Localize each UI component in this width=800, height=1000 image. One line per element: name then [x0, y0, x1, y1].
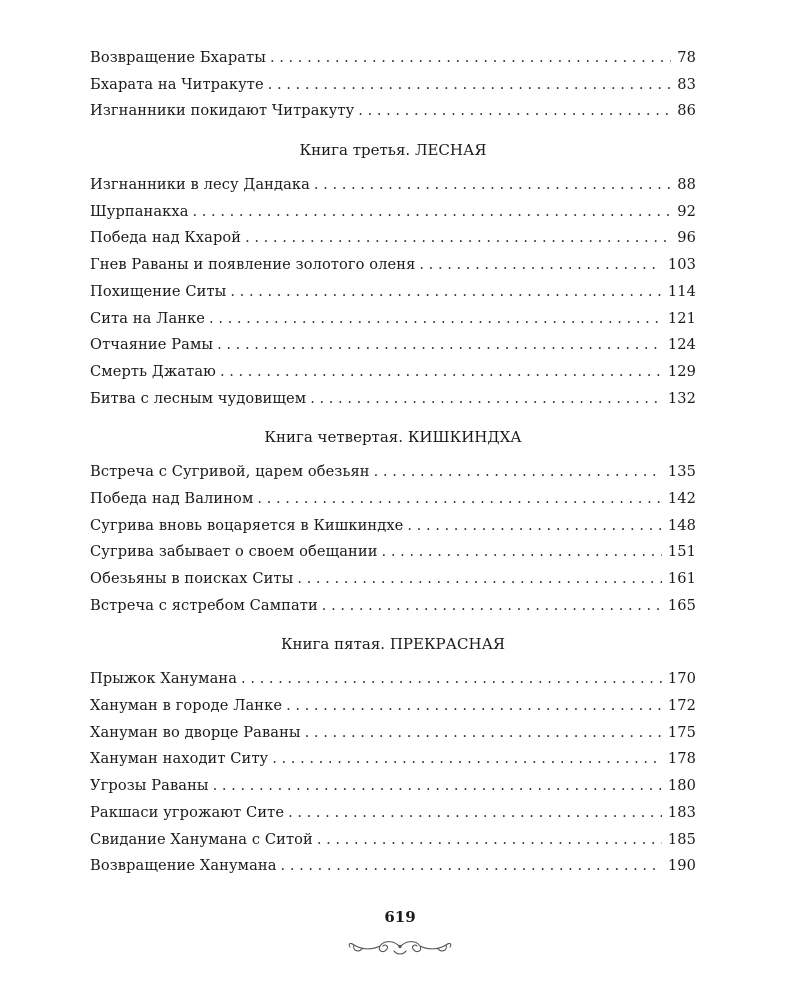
- toc-entry[interactable]: [90, 98, 696, 125]
- section-name: КИШКИНДХА: [407, 428, 522, 447]
- toc-entry-page: 172: [667, 697, 696, 715]
- section-name: ПРЕКРАСНАЯ: [389, 635, 506, 654]
- table-of-contents: [90, 45, 696, 880]
- toc-entry[interactable]: [90, 252, 696, 279]
- toc-entry-page: 86: [677, 102, 696, 120]
- toc-entry[interactable]: [90, 225, 696, 252]
- toc-entry[interactable]: [90, 45, 696, 72]
- toc-entry-page: 165: [667, 596, 696, 614]
- toc-entry-page: 178: [667, 750, 696, 768]
- leader-dots: [297, 566, 662, 593]
- toc-entry[interactable]: [90, 773, 696, 800]
- toc-entry-title: Отчаяние Рамы: [90, 336, 214, 354]
- toc-entry-title: Хануман находит Ситу: [90, 750, 269, 768]
- toc-entry-page: 88: [677, 176, 696, 194]
- toc-entry-page: 183: [667, 803, 696, 821]
- toc-entry-title: Возвращение Ханумана: [90, 857, 277, 875]
- leader-dots: [193, 199, 672, 226]
- toc-entry[interactable]: [90, 800, 696, 827]
- leader-dots: [220, 359, 662, 386]
- leader-dots: [322, 593, 662, 620]
- toc-entry-title: Шурпанакха: [90, 202, 189, 220]
- toc-entry-title: Сугрива вновь воцаряется в Кишкиндхе: [90, 516, 404, 534]
- section-heading-book5: [90, 630, 696, 658]
- toc-entry[interactable]: [90, 459, 696, 486]
- toc-entry-page: 92: [677, 202, 696, 220]
- toc-entry-page: 190: [667, 857, 696, 875]
- toc-group-book3: [90, 172, 696, 412]
- toc-entry-title: Битва с лесным чудовищем: [90, 389, 307, 407]
- toc-entry-title: Свидание Ханумана с Ситой: [90, 830, 313, 848]
- toc-entry-title: Сугрива забывает о своем обещании: [90, 543, 378, 561]
- toc-entry-title: Гнев Раваны и появление золотого оленя: [90, 256, 416, 274]
- toc-group-book4: [90, 459, 696, 619]
- toc-entry[interactable]: [90, 72, 696, 99]
- toc-entry-title: Хануман в городе Ланке: [90, 697, 283, 715]
- toc-entry-page: 135: [667, 463, 696, 481]
- toc-entry[interactable]: [90, 853, 696, 880]
- toc-entry[interactable]: [90, 386, 696, 413]
- toc-entry[interactable]: [90, 332, 696, 359]
- toc-entry-title: Победа над Валином: [90, 489, 254, 507]
- toc-entry-title: Возвращение Бхараты: [90, 49, 266, 66]
- leader-dots: [213, 773, 662, 800]
- flourish-ornament-icon: [344, 932, 456, 962]
- toc-entry[interactable]: [90, 827, 696, 854]
- toc-entry-title: Хануман во дворце Раваны: [90, 723, 301, 741]
- leader-dots: [358, 98, 671, 125]
- toc-group-book5: [90, 666, 696, 880]
- section-prefix: Книга пятая.: [280, 635, 386, 654]
- toc-entry[interactable]: [90, 279, 696, 306]
- toc-entry[interactable]: [90, 539, 696, 566]
- page-number: 619: [384, 908, 416, 926]
- toc-entry-title: Изгнанники покидают Читракуту: [90, 102, 355, 120]
- toc-entry[interactable]: [90, 720, 696, 747]
- toc-entry[interactable]: [90, 593, 696, 620]
- leader-dots: [272, 746, 662, 773]
- toc-entry-page: 78: [677, 49, 696, 66]
- toc-entry[interactable]: [90, 566, 696, 593]
- toc-entry-title: Сита на Ланке: [90, 309, 206, 327]
- leader-dots: [209, 306, 662, 333]
- toc-entry-title: Встреча с ястребом Сампати: [90, 596, 318, 614]
- leader-dots: [268, 72, 672, 99]
- leader-dots: [317, 827, 662, 854]
- leader-dots: [286, 693, 662, 720]
- leader-dots: [310, 386, 662, 413]
- leader-dots: [281, 853, 662, 880]
- toc-entry-page: 161: [667, 570, 696, 587]
- toc-entry[interactable]: [90, 199, 696, 226]
- toc-entry-page: 114: [667, 282, 696, 300]
- toc-entry-page: 103: [667, 256, 696, 274]
- toc-entry-title: Встреча с Сугривой, царем обезьян: [90, 463, 370, 481]
- section-prefix: Книга третья.: [299, 141, 411, 160]
- toc-entry[interactable]: [90, 746, 696, 773]
- toc-entry-title: Изгнанники в лесу Дандака: [90, 176, 310, 194]
- leader-dots: [230, 279, 661, 306]
- toc-entry-page: 96: [677, 229, 696, 247]
- toc-entry-page: 148: [667, 516, 696, 534]
- toc-entry-page: 185: [667, 830, 696, 848]
- toc-entry-title: Угрозы Раваны: [90, 777, 209, 795]
- toc-entry-page: 142: [667, 489, 696, 507]
- toc-entry-title: Прыжок Ханумана: [90, 670, 238, 688]
- leader-dots: [407, 513, 661, 540]
- leader-dots: [241, 666, 662, 693]
- toc-entry[interactable]: [90, 359, 696, 386]
- toc-entry[interactable]: [90, 172, 696, 199]
- toc-entry-title: Похищение Ситы: [90, 282, 227, 300]
- toc-entry[interactable]: [90, 513, 696, 540]
- toc-group-continued: [90, 45, 696, 125]
- toc-entry-page: 121: [667, 309, 696, 327]
- toc-entry-title: Победа над Кхарой: [90, 229, 242, 247]
- section-name: ЛЕСНАЯ: [414, 141, 487, 160]
- leader-dots: [305, 720, 662, 747]
- section-prefix: Книга четвертая.: [264, 428, 404, 447]
- leader-dots: [314, 172, 671, 199]
- toc-entry[interactable]: [90, 693, 696, 720]
- leader-dots: [382, 539, 662, 566]
- toc-entry-title: Ракшаси угрожают Сите: [90, 803, 285, 821]
- leader-dots: [270, 45, 671, 72]
- section-heading-book4: [90, 423, 696, 451]
- toc-entry-title: Бхарата на Читракуте: [90, 75, 264, 93]
- toc-entry-page: 180: [667, 777, 696, 795]
- section-heading-book3: [90, 136, 696, 164]
- toc-entry[interactable]: [90, 306, 696, 333]
- toc-entry-page: 175: [667, 723, 696, 741]
- toc-entry-title: Обезьяны в поисках Ситы: [90, 570, 294, 587]
- toc-entry-page: 124: [667, 336, 696, 354]
- toc-entry-page: 151: [667, 543, 696, 561]
- toc-entry-page: 129: [667, 362, 696, 380]
- toc-entry-page: 83: [677, 75, 696, 93]
- leader-dots: [257, 486, 661, 513]
- leader-dots: [374, 459, 662, 486]
- toc-entry[interactable]: [90, 666, 696, 693]
- toc-entry[interactable]: [90, 486, 696, 513]
- toc-entry-title: Смерть Джатаю: [90, 362, 216, 380]
- leader-dots: [288, 800, 662, 827]
- leader-dots: [419, 252, 661, 279]
- toc-entry-page: 170: [667, 670, 696, 688]
- leader-dots: [245, 225, 671, 252]
- leader-dots: [217, 332, 662, 359]
- toc-entry-page: 132: [667, 389, 696, 407]
